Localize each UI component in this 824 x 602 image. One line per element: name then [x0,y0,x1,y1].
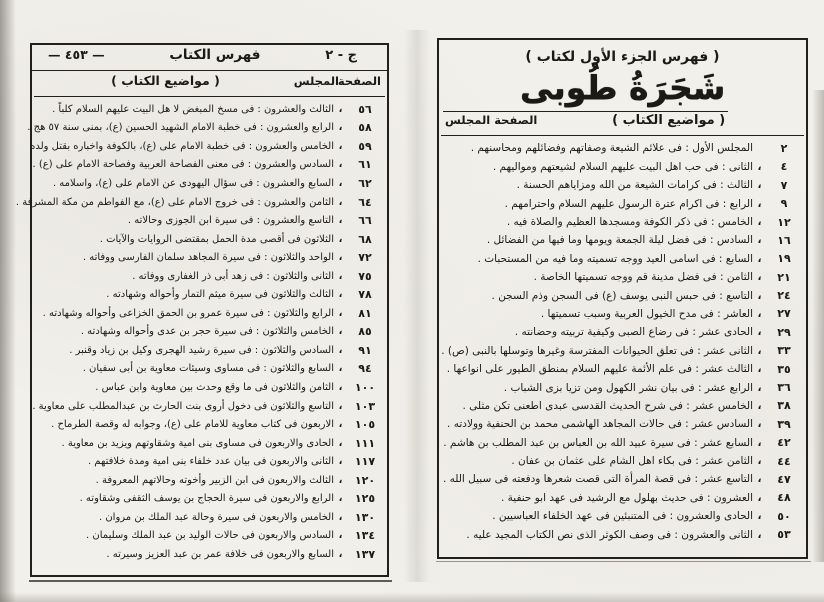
entry-page-number: ١٠٣ [354,399,376,413]
ditto-mark: ، [757,271,762,284]
entry-page-number: ٢٧ [777,307,791,321]
entry-title: الثانى والاربعون فى بيان عدد خلفاء بنى امية ومدة خلافتهم . [87,456,334,468]
ditto-mark: ، [338,196,343,208]
entry-page-number: ١٦ [777,233,791,247]
ditto-mark: ، [338,419,343,431]
entry-title: الخامس : فى ذكر الكوفة ومسجدها العظيم والصلاة فيه . [506,216,753,228]
entry-page-number: ١٣٠ [354,510,376,524]
ditto-mark: ، [338,344,343,356]
toc-entries [439,136,806,544]
entry-title: التاسع والثلاثون فى دخول أروى بنت الحارث بن عبدالمطلب على معاوية . [32,400,334,412]
column-topics-label: ( مواضيع الكتاب ) [612,113,726,129]
entry-title: الرابع عشر : فى بيان نشر الكهول ومن تزيا بزى الشباب . [503,381,753,394]
toc-entry-row [36,285,383,304]
entry-page-number: ٧٢ [358,251,372,265]
entry-title: الثامن والثلاثون فى ما وقع وحدث بين معاوية وابن عباس . [95,381,334,393]
ditto-mark: ، [338,270,343,282]
toc-entry-row [443,342,802,360]
toc-entry-row [36,452,383,471]
toc-entry-row [443,213,802,231]
entry-page-number: ١١٧ [354,455,376,469]
entry-title: الثانى والثلاثون : فى زهد أبى ذر الغفارى ووفاته . [132,270,334,282]
entry-page-number: ٨١ [358,306,372,320]
entry-title: التاسع : فى حبس النبى يوسف (ع) فى السجن وذم السجن . [491,289,753,302]
toc-entry-row [36,100,383,119]
entry-title: العاشر : فى مدح الخيول العربية وسبب تسميتها . [540,307,753,320]
toc-entry-row [36,211,383,230]
entry-page-number: ٥٣ [777,528,791,542]
toc-entry-row [443,250,802,268]
toc-entry-row [443,323,802,341]
entry-page-number: ٦٢ [358,176,372,190]
ditto-mark: ، [338,289,343,301]
ditto-mark: ، [338,437,343,449]
ditto-mark: ، [338,456,343,468]
toc-entry-row [36,415,383,434]
scan-shadow-right [812,90,824,562]
ditto-mark: ، [338,233,343,245]
toc-entry-row [36,230,383,249]
ditto-mark: ، [757,381,762,394]
entry-page-number: ١٣٧ [354,547,376,561]
entry-page-number: ٢٤ [777,289,791,303]
ditto-mark: ، [338,381,343,393]
toc-entry-row [443,452,802,470]
ditto-mark: ، [757,234,762,247]
entry-page-number: ٤٧ [777,472,791,486]
ditto-mark: ، [338,177,343,189]
entry-page-number: ٦٨ [358,232,372,246]
running-title: فهرس الكتاب [169,47,261,63]
ditto-mark: ، [338,140,343,152]
entry-page-number: ٩ [780,197,788,211]
entry-title: السادس عشر : فى حالات المجاهد الهاشمى محمد بن الحنفية وولادته . [447,418,753,431]
ditto-mark: ، [338,363,343,375]
ditto-mark: ، [757,436,762,449]
toc-entry-row [443,286,802,304]
entry-page-number: ٤٨ [777,491,791,505]
ditto-mark: ، [757,197,762,210]
entry-page-number: ٤٢ [777,436,791,450]
entry-title: الثالث والثلاثون فى سيرة ميثم التمار وأحواله وشهادته . [106,289,334,301]
toc-entry-row [32,397,383,416]
toc-entry-row [443,176,802,194]
entry-page-number: ٥٨ [358,121,372,135]
entry-title: الثالث : فى كرامات الشيعة من الله ومزاياهم الحسنة . [516,179,753,192]
entry-title: الخامس والثلاثون : فى سيرة حجر بن عدى وأحواله وشهادته . [80,326,334,338]
toc-entries [15,97,387,564]
entry-page-number: ٧ [780,178,788,192]
toc-entry-row [36,360,383,379]
entry-title: السادس : فى فضل ليلة الجمعة ويومها وما فيها من الفضائل . [486,234,753,247]
entry-page-number: ٢٩ [777,325,791,339]
entry-title: الثامن والعشرون : فى خروج الامام على (ع)، مع الفواطم من مكة المشرفة . [15,196,334,208]
column-majlis-label: المجلس [293,74,339,88]
toc-entry-row [36,471,383,490]
ditto-mark: ، [757,160,762,173]
ditto-mark: ، [757,289,762,302]
entry-title: الحادى والاربعون فى مساوى بنى امية وشقاوتهم ويزيد بن معاوية . [61,437,334,449]
ditto-mark: ، [757,307,762,320]
toc-entry-row [36,489,383,508]
header-rule [443,111,728,112]
scan-shadow-left [0,0,16,602]
entry-page-number: ١٢٥ [354,492,376,506]
ditto-mark: ، [757,510,762,523]
entry-title: العشرون : فى حديث بهلول مع الرشيد فى عهد ابو حنفية . [500,491,753,504]
entry-title: الثامن عشر : فى بكاء اهل الشام على عثمان بن عفان . [511,455,753,468]
toc-entry-row [443,231,802,249]
entry-title: التاسع عشر : فى قصة المرأة التى قصت شعرها ودفعته فى سبيل الله . [442,473,753,486]
page-index-continuation [15,43,389,577]
entry-title: السادس والعشرون : فى معنى الفصاحة العربية وفصاحة الامام على (ع) . [32,159,334,171]
toc-entry-row [30,137,383,156]
entry-page-number: ٤ [780,160,788,174]
ditto-mark: ، [757,418,762,431]
entry-title: الواحد والثلاثون : فى سيرة المجاهد سلمان الفارسى ووفاته . [82,252,334,264]
toc-entry-row [443,470,802,488]
entry-title: السابع : فى اسامى العيد ووجه تسميته وما فيه من المستحبات . [477,252,753,265]
entry-page-number: ٧٨ [358,288,372,302]
toc-entry-row [443,139,802,157]
toc-entry-row [443,268,802,286]
entry-title: السادس والثلاثون : فى سيرة رشيد الهجرى وكيل بن زياد وقنبر . [69,344,334,356]
entry-title: السابع والاربعون فى خلافة عمر بن عبد العزيز وسيرته . [106,548,334,560]
toc-entry-row [443,434,802,452]
toc-entry-row [443,360,802,378]
entry-page-number: ٣٨ [777,399,791,413]
entry-page-number: ٧٥ [358,269,372,283]
toc-entry-row [36,174,383,193]
entry-title: الحادى عشر : فى رضاع الصبى وكيفية تربيته وحضانته . [514,326,753,339]
toc-entry-row [36,341,383,360]
entry-page-number: ١٠٠ [354,380,376,394]
toc-entry-row [32,156,383,175]
entry-page-number: ٥٠ [777,509,791,523]
entry-page-number: ٢ [780,141,788,155]
ditto-mark: ، [757,473,762,486]
ditto-mark: ، [757,491,762,504]
toc-entry-row [36,378,383,397]
entry-title: الاربعون فى كتاب معاوية للامام على (ع)، وجوابه له وقصة الطرماح . [51,419,334,431]
page-index-part-one [437,38,808,559]
ditto-mark: ، [757,179,762,192]
running-header [32,45,387,70]
entry-title: السابع والثلاثون : فى مساوى وسيئات معاوية بن أبى سفيان . [82,363,334,375]
folio-page-number: — ٤٥٣ — [48,47,105,62]
toc-entry-row [443,397,802,415]
ditto-mark: ، [757,344,762,357]
ditto-mark: ، [338,159,343,171]
ditto-mark: ، [757,252,762,265]
entry-page-number: ١٩ [777,252,791,266]
toc-entry-row [443,378,802,396]
toc-entry-row [36,545,383,564]
column-header-row [439,111,806,135]
ditto-mark: ، [338,307,343,319]
entry-title: الرابع والعشرون : فى خطبة الامام الشهيد الحسين (ع)، بمنى سنة ٥٧ هج . [27,122,334,134]
entry-page-number: ٣٥ [777,362,791,376]
entry-title: الرابع : فى اكرام عترة الرسول عليهم السلام واحترامهم . [504,197,753,210]
entry-title: الثانى عشر : فى تعلق الحيوانات المفترسة وغيرها وتوسلها بالنبى (ص) . [441,344,753,357]
toc-entry-row [443,489,802,507]
index-header: ( فهرس الجزء الأول لكتاب ) [525,49,720,65]
entry-title: الخامس والعشرون : فى خطبة الامام على (ع)، بالكوفة واخباره بقتل ولده [30,140,334,152]
entry-page-number: ٦٤ [358,195,372,209]
toc-entry-row [443,305,802,323]
ditto-mark: ، [338,215,343,227]
ditto-mark: ، [757,216,762,228]
ditto-mark: ، [338,493,343,505]
entry-title: الخامس عشر : فى شرح الحديث القدسى عبدى اطعنى تكن مثلى . [462,399,753,412]
entry-title: الخامس والاربعون فى سيرة وحالة عبد الملك بن مروان . [98,511,334,523]
ditto-mark: ، [757,528,762,541]
ditto-mark: ، [338,530,343,542]
entry-title: السابع والعشرون : فى سؤال اليهودى عن الامام على (ع)، واسلامه . [52,177,334,189]
book-title-calligraphy: شَجَرَةُ طُوبى [519,68,726,107]
toc-entry-row [443,507,802,525]
entry-page-number: ٣٣ [777,344,791,358]
toc-entry-row [36,508,383,527]
entry-title: الثالث والاربعون فى ابن الزبير وأخوته وحالاتهم المعروفة . [95,474,334,486]
entry-title: الثانى والعشرون : فى وصف الكوثر الذى نص الكتاب المجيد عليه . [466,528,753,541]
entry-title: المجلس الأول : فى علائم الشيعة وصفاتهم وفضائلهم ومحاسنهم . [470,142,753,155]
column-page-label: الصفحة [337,74,381,88]
ditto-mark: ، [338,474,343,486]
entry-page-number: ٤٤ [777,454,791,468]
entry-page-number: ٥٦ [358,102,372,116]
entry-page-number: ٣٦ [777,381,791,395]
entry-page-number: ٥٩ [358,139,372,153]
entry-page-number: ١٢٠ [354,473,376,487]
toc-entry-row [15,193,383,212]
entry-title: التاسع والعشرون : فى سيرة ابن الجوزى وحالاته . [127,215,334,227]
ditto-mark: ، [757,399,762,412]
entry-page-number: ١٢ [777,215,791,229]
ditto-mark: ، [338,252,343,264]
toc-entry-row [36,267,383,286]
ditto-mark: ، [757,455,762,468]
toc-entry-row [443,525,802,543]
entry-page-number: ٢١ [777,270,791,284]
entry-page-number: ٦٦ [358,214,372,228]
ditto-mark: ، [338,326,343,338]
ditto-mark: ، [338,103,343,115]
entry-page-number: ١٣٤ [354,529,376,543]
column-topics-label: ( مواضيع الكتاب ) [111,73,220,88]
entry-title: السادس والاربعون فى حالات الوليد بن عبد الملك وسليمان . [86,530,334,542]
entry-title: الثلاثون فى أقصى مدة الحمل بمقتضى الروايات والآيات . [99,233,334,245]
toc-entry-row [36,323,383,342]
entry-page-number: ٣٩ [777,417,791,431]
entry-page-number: ٦١ [358,158,372,172]
toc-entry-row [36,434,383,453]
entry-title: الحادى والعشرون : فى المتنبئين فى عهد الخلفاء العباسيين . [492,510,753,523]
binding-gutter-shadow [404,30,430,582]
entry-title: الرابع والاربعون فى سيرة الحجاج بن يوسف الثقفى وشقاوته . [79,493,334,505]
ditto-mark: ، [757,363,762,376]
entry-page-number: ١٠٥ [354,418,376,432]
entry-page-number: ٩٤ [358,362,372,376]
ditto-mark: ، [757,326,762,339]
entry-title: السابع عشر : فى سيرة عبيد الله بن العباس بن عبد المطلب بن هاشم . [443,436,753,449]
entry-title: الثامن : فى فضل مدينة قم ووجه تسميتها الخاصة . [533,271,753,284]
entry-page-number: ١١١ [354,436,376,450]
toc-entry-row [36,304,383,323]
scan-shadow-bottom [0,592,824,602]
column-header-row [32,70,387,96]
entry-title: الثانى : فى حب اهل البيت عليهم السلام لشيعتهم ومواليهم . [492,160,753,173]
ditto-mark: ، [338,511,343,523]
toc-entry-row [36,527,383,546]
entry-title: الثالث عشر : فى علم الأئمة عليهم السلام بمنطق الطيور على انواعها . [446,363,753,376]
toc-entry-row [443,158,802,176]
ditto-mark: ، [338,400,343,412]
toc-entry-row [36,248,383,267]
entry-page-number: ٩١ [358,343,372,357]
volume-label: ج - ٢ [325,48,357,63]
entry-title: الرابع والثلاثون : فى سيرة عمرو بن الحمق الخزاعى وأحواله وشهادته . [42,307,334,319]
column-page-majlis-label: الصفحة المجلس [445,113,538,128]
toc-entry-row [443,194,802,212]
ditto-mark: ، [338,548,343,560]
toc-entry-row [443,415,802,433]
toc-entry-row [27,119,383,138]
entry-title: الثالث والعشرون : فى مسخ المبغض لا هل البيت عليهم السلام كلباً . [52,103,334,115]
ditto-mark: ، [338,122,343,134]
entry-page-number: ٨٥ [358,325,372,339]
